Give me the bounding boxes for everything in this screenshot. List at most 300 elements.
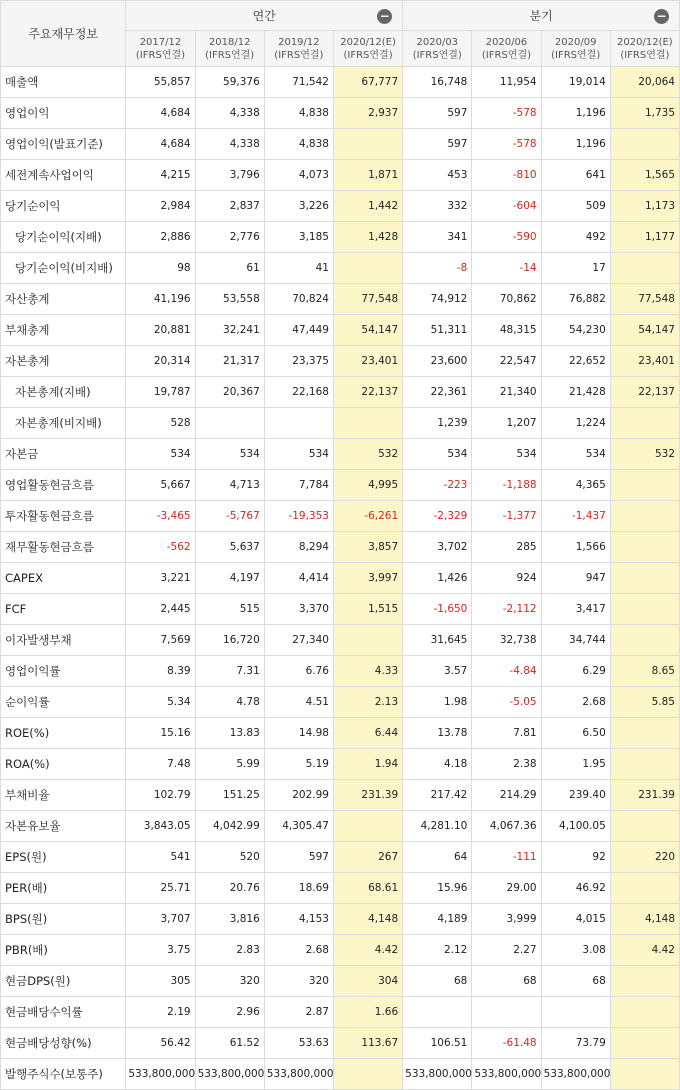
table-cell: 68.61 (333, 873, 402, 904)
table-cell: 20,064 (610, 67, 679, 98)
table-row (1, 749, 680, 780)
table-cell: 68 (541, 966, 610, 997)
table-cell: 5.19 (264, 749, 333, 780)
table-cell: 533,800,000 (403, 1059, 472, 1090)
table-cell: 3,370 (264, 594, 333, 625)
table-cell: 76,882 (541, 284, 610, 315)
table-cell: 532 (333, 439, 402, 470)
table-cell: 22,168 (264, 377, 333, 408)
table-row (1, 687, 680, 718)
row-label[interactable]: 당기순이익(비지배) (1, 253, 126, 284)
table-cell: 267 (333, 842, 402, 873)
table-cell: 15.96 (403, 873, 472, 904)
row-label[interactable]: 자본유보율 (1, 811, 126, 842)
row-label[interactable]: 이자발생부채 (1, 625, 126, 656)
period-date: 2020/03 (416, 36, 459, 48)
table-cell: 2,837 (195, 191, 264, 222)
table-cell: 31,645 (403, 625, 472, 656)
table-cell (610, 811, 679, 842)
table-cell: 2.96 (195, 997, 264, 1028)
annual-label: 연간 (252, 9, 276, 23)
table-cell: 41,196 (126, 284, 195, 315)
table-cell (541, 997, 610, 1028)
table-cell (472, 997, 541, 1028)
table-cell: 6.44 (333, 718, 402, 749)
table-cell: -223 (403, 470, 472, 501)
table-cell: 54,147 (610, 315, 679, 346)
table-cell: 46.92 (541, 873, 610, 904)
table-row (1, 222, 680, 253)
table-cell: 533,800,000 (472, 1059, 541, 1090)
table-cell: -5.05 (472, 687, 541, 718)
table-cell: 20,314 (126, 346, 195, 377)
table-cell: 3,417 (541, 594, 610, 625)
table-cell: 2.19 (126, 997, 195, 1028)
table-cell: 4,148 (610, 904, 679, 935)
period-basis: (IFRS연결) (551, 49, 601, 61)
table-cell: 1,428 (333, 222, 402, 253)
table-cell: 320 (195, 966, 264, 997)
table-cell: 92 (541, 842, 610, 873)
table-cell: 73.79 (541, 1028, 610, 1059)
period-basis: (IFRS연결) (412, 49, 462, 61)
table-cell: 924 (472, 563, 541, 594)
period-header (195, 31, 264, 67)
table-cell: 533,800,000 (541, 1059, 610, 1090)
table-cell: 3,816 (195, 904, 264, 935)
table-cell: 8,294 (264, 532, 333, 563)
table-cell: 4,365 (541, 470, 610, 501)
table-cell: 597 (403, 98, 472, 129)
table-cell: 22,137 (333, 377, 402, 408)
table-cell: 534 (195, 439, 264, 470)
table-cell: 214.29 (472, 780, 541, 811)
table-cell (333, 408, 402, 439)
table-cell: 1,224 (541, 408, 610, 439)
table-cell: 3,707 (126, 904, 195, 935)
table-cell: 1,566 (541, 532, 610, 563)
table-cell: 32,738 (472, 625, 541, 656)
table-cell: 4,338 (195, 129, 264, 160)
table-cell: 4,995 (333, 470, 402, 501)
table-cell: 61 (195, 253, 264, 284)
table-cell (610, 129, 679, 160)
table-cell (610, 718, 679, 749)
table-cell: 2.83 (195, 935, 264, 966)
table-cell: 1,515 (333, 594, 402, 625)
table-cell: 2.87 (264, 997, 333, 1028)
table-cell: -2,329 (403, 501, 472, 532)
table-cell: 1,196 (541, 129, 610, 160)
row-label[interactable]: ROE(%) (1, 718, 126, 749)
table-cell: 54,230 (541, 315, 610, 346)
table-cell: 21,428 (541, 377, 610, 408)
table-cell: 3.57 (403, 656, 472, 687)
table-cell: 13.78 (403, 718, 472, 749)
table-cell: 70,824 (264, 284, 333, 315)
table-cell: 113.67 (333, 1028, 402, 1059)
table-cell: 55,857 (126, 67, 195, 98)
table-cell: 151.25 (195, 780, 264, 811)
table-cell: 231.39 (333, 780, 402, 811)
period-basis: (IFRS연결) (343, 49, 393, 61)
table-cell: 1,173 (610, 191, 679, 222)
table-cell: 231.39 (610, 780, 679, 811)
table-cell: 5,667 (126, 470, 195, 501)
table-cell: 16,748 (403, 67, 472, 98)
table-cell: 68 (403, 966, 472, 997)
table-cell: 47,449 (264, 315, 333, 346)
table-cell: 8.65 (610, 656, 679, 687)
table-cell (333, 253, 402, 284)
table-cell: -19,353 (264, 501, 333, 532)
table-cell: 27,340 (264, 625, 333, 656)
table-cell: -14 (472, 253, 541, 284)
table-cell: 1,239 (403, 408, 472, 439)
table-cell: 48,315 (472, 315, 541, 346)
table-cell (195, 408, 264, 439)
table-cell: 71,542 (264, 67, 333, 98)
table-cell: 541 (126, 842, 195, 873)
table-cell: 7,569 (126, 625, 195, 656)
row-label[interactable]: 자본금 (1, 439, 126, 470)
table-cell: 4,338 (195, 98, 264, 129)
table-cell: 1,426 (403, 563, 472, 594)
period-date: 2018/12 (208, 36, 251, 48)
table-cell (610, 253, 679, 284)
table-row (1, 501, 680, 532)
period-date: 2019/12 (278, 36, 320, 48)
period-date: 2017/12 (139, 36, 182, 48)
row-label[interactable]: PBR(배) (1, 935, 126, 966)
table-cell (610, 470, 679, 501)
table-cell: 239.40 (541, 780, 610, 811)
table-cell: 320 (264, 966, 333, 997)
table-row (1, 346, 680, 377)
table-cell (610, 1059, 679, 1090)
period-date: 2020/06 (485, 36, 528, 48)
table-cell: 1,207 (472, 408, 541, 439)
table-cell: 4,197 (195, 563, 264, 594)
table-cell: 3,843.05 (126, 811, 195, 842)
row-label[interactable]: 당기순이익(지배) (1, 222, 126, 253)
table-row (1, 98, 680, 129)
table-cell: 1,196 (541, 98, 610, 129)
table-row (1, 935, 680, 966)
collapse-annual-icon[interactable]: − (377, 9, 392, 24)
table-cell (403, 997, 472, 1028)
period-header (403, 31, 472, 67)
table-cell: -1,437 (541, 501, 610, 532)
table-row (1, 253, 680, 284)
row-label[interactable]: 순이익률 (1, 687, 126, 718)
row-label[interactable]: 자본총계(비지배) (1, 408, 126, 439)
table-cell: 4,015 (541, 904, 610, 935)
table-cell: 202.99 (264, 780, 333, 811)
table-cell: 4.33 (333, 656, 402, 687)
table-cell: 2.12 (403, 935, 472, 966)
table-cell: 2,445 (126, 594, 195, 625)
table-cell: 2,886 (126, 222, 195, 253)
table-cell (610, 532, 679, 563)
table-cell: 2.68 (264, 935, 333, 966)
row-label[interactable]: 세전계속사업이익 (1, 160, 126, 191)
row-label[interactable]: BPS(원) (1, 904, 126, 935)
table-cell (610, 749, 679, 780)
row-label[interactable]: 현금배당수익률 (1, 997, 126, 1028)
table-cell: -61.48 (472, 1028, 541, 1059)
table-cell: 5.34 (126, 687, 195, 718)
table-cell: 74,912 (403, 284, 472, 315)
table-row (1, 315, 680, 346)
table-cell: 220 (610, 842, 679, 873)
table-row (1, 997, 680, 1028)
row-label[interactable]: PER(배) (1, 873, 126, 904)
table-cell (264, 408, 333, 439)
table-cell: 304 (333, 966, 402, 997)
table-cell: 67,777 (333, 67, 402, 98)
table-cell: 3.75 (126, 935, 195, 966)
table-cell: 20,367 (195, 377, 264, 408)
table-cell: 18.69 (264, 873, 333, 904)
row-label[interactable]: EPS(원) (1, 842, 126, 873)
table-row (1, 811, 680, 842)
table-row (1, 1059, 680, 1090)
table-cell: -562 (126, 532, 195, 563)
table-row (1, 594, 680, 625)
row-label[interactable]: 재무활동현금흐름 (1, 532, 126, 563)
row-label[interactable]: 당기순이익 (1, 191, 126, 222)
period-basis: (IFRS연결) (274, 49, 324, 61)
table-cell: 22,361 (403, 377, 472, 408)
table-cell: -810 (472, 160, 541, 191)
row-label[interactable]: 자본총계(지배) (1, 377, 126, 408)
table-cell: 53.63 (264, 1028, 333, 1059)
table-cell: 70,862 (472, 284, 541, 315)
table-cell: 2.13 (333, 687, 402, 718)
table-cell: 3,702 (403, 532, 472, 563)
table-cell: 534 (472, 439, 541, 470)
period-basis: (IFRS연결) (620, 49, 670, 61)
table-cell (333, 811, 402, 842)
table-cell (610, 408, 679, 439)
table-cell: 4.42 (610, 935, 679, 966)
table-cell (610, 873, 679, 904)
table-cell: 77,548 (610, 284, 679, 315)
table-cell: 4,215 (126, 160, 195, 191)
table-cell: -2,112 (472, 594, 541, 625)
table-cell: 3,997 (333, 563, 402, 594)
table-cell: 20,881 (126, 315, 195, 346)
table-cell: 4,281.10 (403, 811, 472, 842)
table-cell: 4,684 (126, 98, 195, 129)
table-row (1, 191, 680, 222)
table-cell (610, 997, 679, 1028)
table-row (1, 160, 680, 191)
table-cell: 29.00 (472, 873, 541, 904)
table-row (1, 842, 680, 873)
table-cell: 534 (541, 439, 610, 470)
table-cell: 22,547 (472, 346, 541, 377)
table-cell: 21,317 (195, 346, 264, 377)
table-cell: 19,014 (541, 67, 610, 98)
table-cell: 597 (264, 842, 333, 873)
table-row (1, 656, 680, 687)
table-cell: 3,857 (333, 532, 402, 563)
table-cell (333, 1059, 402, 1090)
table-cell: 20.76 (195, 873, 264, 904)
table-cell: 4,305.47 (264, 811, 333, 842)
table-cell: 597 (403, 129, 472, 160)
period-date: 2020/12(E) (617, 36, 673, 48)
table-cell: 7,784 (264, 470, 333, 501)
quarterly-label: 분기 (529, 9, 553, 23)
table-cell: 77,548 (333, 284, 402, 315)
table-row (1, 408, 680, 439)
table-cell: 23,401 (610, 346, 679, 377)
table-cell: 34,744 (541, 625, 610, 656)
table-cell: 54,147 (333, 315, 402, 346)
table-cell: 533,800,000 (126, 1059, 195, 1090)
row-label[interactable]: 자본총계 (1, 346, 126, 377)
table-cell: 25.71 (126, 873, 195, 904)
table-cell: 509 (541, 191, 610, 222)
table-cell: 533,800,000 (264, 1059, 333, 1090)
table-cell: 6.29 (541, 656, 610, 687)
table-cell (610, 594, 679, 625)
table-row (1, 1028, 680, 1059)
table-cell: 1.95 (541, 749, 610, 780)
table-cell: -578 (472, 129, 541, 160)
table-cell: 217.42 (403, 780, 472, 811)
table-cell: 3,226 (264, 191, 333, 222)
table-cell: 4,838 (264, 129, 333, 160)
collapse-quarterly-icon[interactable]: − (654, 9, 669, 24)
period-date: 2020/12(E) (340, 36, 396, 48)
table-cell: 3.08 (541, 935, 610, 966)
table-row (1, 966, 680, 997)
table-cell: -1,377 (472, 501, 541, 532)
table-cell: -6,261 (333, 501, 402, 532)
table-cell: -3,465 (126, 501, 195, 532)
table-cell: 453 (403, 160, 472, 191)
table-cell: 528 (126, 408, 195, 439)
table-cell (610, 625, 679, 656)
table-cell: 533,800,000 (195, 1059, 264, 1090)
table-cell: 492 (541, 222, 610, 253)
table-body (1, 67, 680, 1090)
table-row (1, 532, 680, 563)
table-cell: 1,177 (610, 222, 679, 253)
table-cell: -4.84 (472, 656, 541, 687)
quarterly-header (403, 1, 680, 31)
table-cell: 16,720 (195, 625, 264, 656)
table-cell: 4.51 (264, 687, 333, 718)
period-header (126, 31, 195, 67)
table-cell: 22,137 (610, 377, 679, 408)
table-row (1, 439, 680, 470)
table-cell: 332 (403, 191, 472, 222)
table-cell: 59,376 (195, 67, 264, 98)
annual-header (126, 1, 403, 31)
table-row (1, 129, 680, 160)
period-header (541, 31, 610, 67)
table-cell: 68 (472, 966, 541, 997)
table-cell: 285 (472, 532, 541, 563)
period-header (264, 31, 333, 67)
table-cell: 4,042.99 (195, 811, 264, 842)
period-basis: (IFRS연결) (481, 49, 532, 61)
row-label[interactable]: 현금배당성향(%) (1, 1028, 126, 1059)
period-basis: (IFRS연결) (205, 49, 255, 61)
table-cell: 61.52 (195, 1028, 264, 1059)
row-label[interactable]: 영업이익(발표기준) (1, 129, 126, 160)
row-label[interactable]: 매출액 (1, 67, 126, 98)
table-cell: 4,684 (126, 129, 195, 160)
row-label[interactable]: 영업이익 (1, 98, 126, 129)
table-cell: 32,241 (195, 315, 264, 346)
row-label[interactable]: 부채비율 (1, 780, 126, 811)
table-cell: 21,340 (472, 377, 541, 408)
table-cell: -8 (403, 253, 472, 284)
table-cell: 98 (126, 253, 195, 284)
table-cell: 1,565 (610, 160, 679, 191)
table-cell: 4,153 (264, 904, 333, 935)
table-cell: 6.76 (264, 656, 333, 687)
row-label[interactable]: 영업활동현금흐름 (1, 470, 126, 501)
table-cell: 534 (264, 439, 333, 470)
table-cell: 2.27 (472, 935, 541, 966)
table-row (1, 873, 680, 904)
table-row (1, 780, 680, 811)
table-cell: 1,442 (333, 191, 402, 222)
table-cell: 2.38 (472, 749, 541, 780)
table-cell: 4,067.36 (472, 811, 541, 842)
table-cell: 5,637 (195, 532, 264, 563)
table-cell (610, 966, 679, 997)
table-cell: 4.78 (195, 687, 264, 718)
row-label[interactable]: 투자활동현금흐름 (1, 501, 126, 532)
table-cell: 14.98 (264, 718, 333, 749)
table-cell: 23,401 (333, 346, 402, 377)
period-header (610, 31, 679, 67)
table-cell: 305 (126, 966, 195, 997)
table-cell: 53,558 (195, 284, 264, 315)
table-cell: 11,954 (472, 67, 541, 98)
period-header (472, 31, 541, 67)
table-cell: 341 (403, 222, 472, 253)
table-cell: -604 (472, 191, 541, 222)
row-label[interactable]: 현금DPS(원) (1, 966, 126, 997)
table-row (1, 563, 680, 594)
table-cell: 7.31 (195, 656, 264, 687)
table-cell: 7.81 (472, 718, 541, 749)
row-label[interactable]: 발행주식수(보통주) (1, 1059, 126, 1090)
row-label[interactable]: CAPEX (1, 563, 126, 594)
table-cell: 41 (264, 253, 333, 284)
table-row (1, 67, 680, 98)
row-label[interactable]: 자산총계 (1, 284, 126, 315)
table-cell: 3,796 (195, 160, 264, 191)
table-cell: 2.68 (541, 687, 610, 718)
table-cell: 8.39 (126, 656, 195, 687)
row-label[interactable]: 영업이익률 (1, 656, 126, 687)
row-label[interactable]: FCF (1, 594, 126, 625)
row-label[interactable]: ROA(%) (1, 749, 126, 780)
row-label[interactable]: 부채총계 (1, 315, 126, 346)
table-cell: 641 (541, 160, 610, 191)
table-cell: 6.50 (541, 718, 610, 749)
